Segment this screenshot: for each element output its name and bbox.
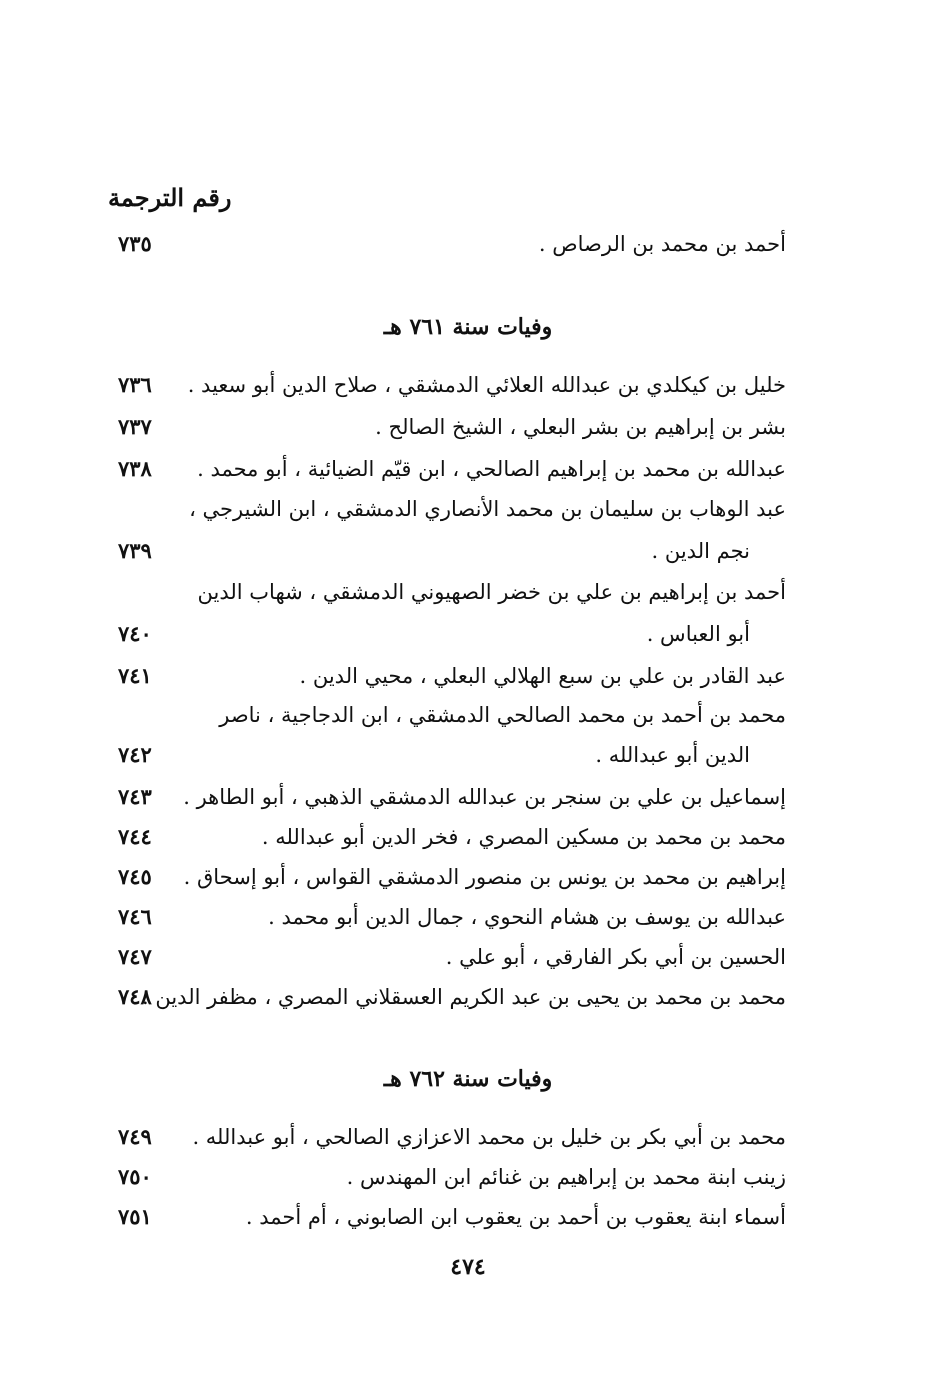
entry-line: إبراهيم بن محمد بن يونس بن منصور الدمشقي القواس ، أبو إسحاق .: [183, 865, 786, 889]
entry-line: الحسين بن أبي بكر الفارقي ، أبو علي .: [445, 945, 786, 969]
section-title: وفيات سنة ٧٦٢ هـ: [383, 1066, 553, 1092]
entry-line: أحمد بن محمد بن الرصاص .: [538, 232, 786, 256]
entry-number: ٧٣٧: [118, 414, 152, 439]
entry-line: محمد بن محمد بن مسكين المصري ، فخر الدين أبو عبدالله .: [261, 825, 786, 849]
entry-number: ٧٤٤: [118, 824, 152, 849]
entry-line-continuation: أبو العباس .: [646, 622, 750, 646]
entry-number: ٧٤٥: [118, 864, 152, 889]
entry-line: إسماعيل بن علي بن سنجر بن عبدالله الدمشقي الذهبي ، أبو الطاهر .: [183, 785, 786, 809]
entry-number: ٧٣٥: [118, 231, 152, 256]
entry-line-continuation: الدين أبو عبدالله .: [595, 743, 750, 767]
entry-number: ٧٥١: [118, 1204, 152, 1229]
entry-line: محمد بن محمد بن يحيى بن عبد الكريم العسقلاني المصري ، مظفر الدين .: [141, 985, 786, 1009]
entry-line: خليل بن كيكلدي بن عبدالله العلائي الدمشقي ، صلاح الدين أبو سعيد .: [187, 373, 786, 397]
entry-number: ٧٤٨: [118, 984, 152, 1009]
section-title: وفيات سنة ٧٦١ هـ: [383, 314, 553, 340]
entry-number: ٧٤٣: [118, 784, 152, 809]
entry-number: ٧٥٠: [118, 1164, 152, 1189]
column-header-translation-number: رقم الترجمة: [108, 183, 232, 212]
entry-line: زينب ابنة محمد بن إبراهيم بن غنائم ابن المهندس .: [346, 1165, 786, 1189]
entry-number: ٧٤٠: [118, 621, 152, 646]
entry-number: ٧٣٩: [118, 538, 152, 563]
entry-line: عبد الوهاب بن سليمان بن محمد الأنصاري الدمشقي ، ابن الشيرجي ،: [189, 497, 786, 521]
entry-number: ٧٤٦: [118, 904, 152, 929]
entry-line: عبد القادر بن علي بن سبع الهلالي البعلي ، محيي الدين .: [299, 664, 786, 688]
entry-line: بشر بن إبراهيم بن بشر البعلي ، الشيخ الصالح .: [375, 415, 786, 439]
entry-number: ٧٣٨: [118, 456, 152, 481]
entry-line-continuation: نجم الدين .: [651, 539, 750, 563]
entry-line: محمد بن أبي بكر بن خليل بن محمد الاعزازي الصالحي ، أبو عبدالله .: [192, 1125, 786, 1149]
entry-number: ٧٤٢: [118, 742, 152, 767]
entry-number: ٧٤٧: [118, 944, 152, 969]
entry-number: ٧٣٦: [118, 372, 152, 397]
page-number: ٤٧٤: [450, 1254, 486, 1280]
entry-line: محمد بن أحمد بن محمد الصالحي الدمشقي ، ابن الدجاجية ، ناصر: [219, 703, 786, 727]
entry-number: ٧٤٩: [118, 1124, 152, 1149]
entry-line: أسماء ابنة يعقوب بن أحمد بن يعقوب ابن الصابوني ، أم أحمد .: [245, 1205, 786, 1229]
entry-line: عبدالله بن يوسف بن هشام النحوي ، جمال الدين أبو محمد .: [268, 905, 786, 929]
entry-number: ٧٤١: [118, 663, 152, 688]
entry-line: عبدالله بن محمد بن إبراهيم الصالحي ، ابن قيّم الضيائية ، أبو محمد .: [197, 457, 786, 481]
entry-line: أحمد بن إبراهيم بن علي بن خضر الصهيوني الدمشقي ، شهاب الدين: [197, 580, 786, 604]
